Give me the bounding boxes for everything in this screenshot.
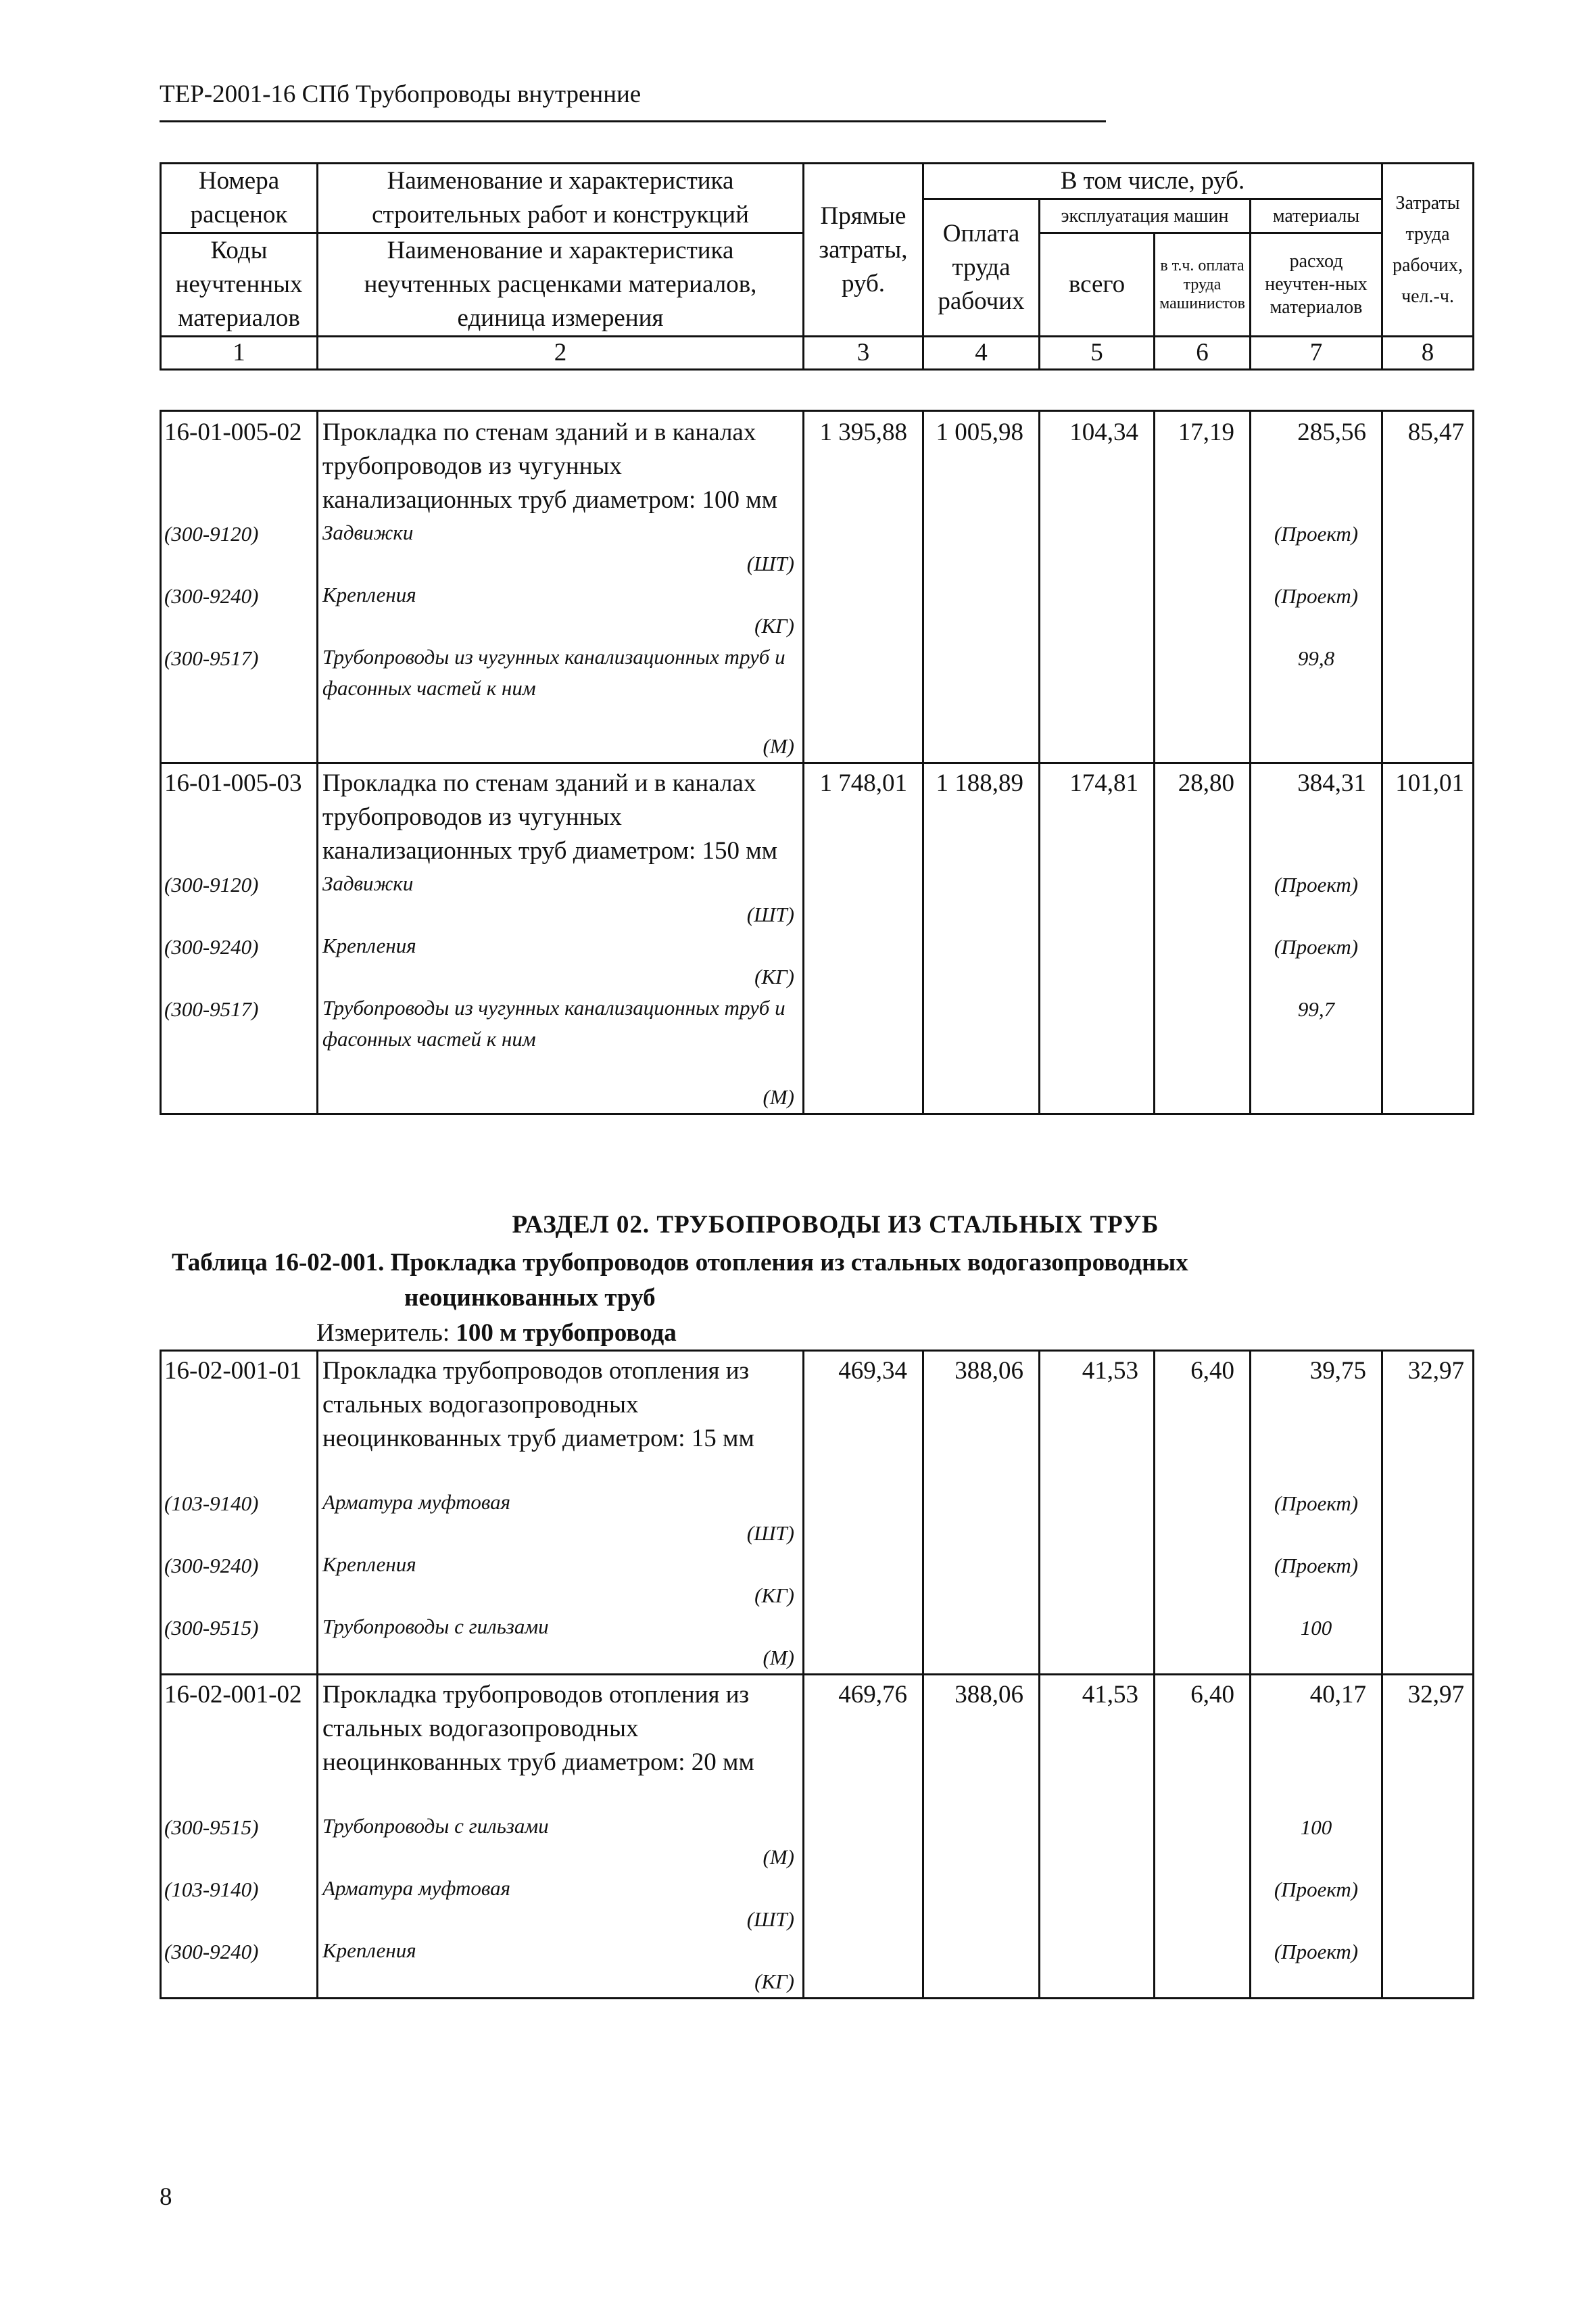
material-cost: 384,31 xyxy=(1251,763,1382,869)
material-name: Арматура муфтовая xyxy=(322,1490,511,1514)
material-amount: 99,7 xyxy=(1251,993,1382,1114)
rate-code: 16-01-005-03 xyxy=(161,763,318,869)
rate-row xyxy=(161,411,1474,518)
col-header-hours: Затраты труда рабочих, чел.-ч. xyxy=(1382,164,1474,337)
rate-code: 16-02-001-01 xyxy=(161,1351,318,1487)
col-header-name-bottom: Наименование и характеристика неучтенных расценками материалов, единица измерения xyxy=(318,233,804,337)
col-number: 7 xyxy=(1251,337,1382,370)
col-header-direct: Прямые затраты, руб. xyxy=(804,164,923,337)
rate-name: Прокладка трубопроводов отопления из стальных водогазопроводных неоцинкованных труб диаметром: 20 мм xyxy=(318,1675,804,1811)
material-name: Крепления xyxy=(322,1552,416,1576)
material-code: (300-9120) xyxy=(161,517,318,579)
material-unit: (М) xyxy=(763,1646,794,1669)
header-rule xyxy=(160,120,1106,122)
material-name: Трубопроводы из чугунных канализационных труб и фасонных частей к ним xyxy=(322,645,785,700)
col-header-mach-total: всего xyxy=(1040,233,1155,337)
material-row xyxy=(161,1935,1474,1999)
rate-name: Прокладка трубопроводов отопления из стальных водогазопроводных неоцинкованных труб диаметром: 15 мм xyxy=(318,1351,804,1487)
material-amount: (Проект) xyxy=(1251,868,1382,930)
col-number: 8 xyxy=(1382,337,1474,370)
material-row xyxy=(161,1611,1474,1675)
material-name: Трубопроводы из чугунных канализационных труб и фасонных частей к ним xyxy=(322,996,785,1051)
col-number: 1 xyxy=(161,337,318,370)
direct-cost: 469,34 xyxy=(804,1351,923,1487)
measure-value: 100 м трубопровода xyxy=(456,1319,677,1347)
material-code: (300-9515) xyxy=(161,1811,318,1873)
material-name: Трубопроводы с гильзами xyxy=(322,1814,549,1838)
material-unit: (КГ) xyxy=(754,1583,794,1607)
material-unit: (ШТ) xyxy=(746,552,794,575)
col-number: 4 xyxy=(923,337,1040,370)
material-name: Крепления xyxy=(322,583,416,606)
col-header-group: В том числе, руб. xyxy=(923,164,1382,199)
material-cost: 39,75 xyxy=(1251,1351,1382,1487)
labor-hours: 32,97 xyxy=(1382,1675,1474,1811)
rate-code: 16-01-005-02 xyxy=(161,411,318,518)
material-code: (300-9515) xyxy=(161,1611,318,1675)
table-title-line-1: Таблица 16-02-001. Прокладка трубопроводов отопления из стальных водогазопроводных xyxy=(172,1249,1188,1276)
col-number: 5 xyxy=(1040,337,1155,370)
material-cost: 285,56 xyxy=(1251,411,1382,518)
material-name: Крепления xyxy=(322,934,416,957)
material-row xyxy=(161,868,1474,930)
material-name: Крепления xyxy=(322,1938,416,1962)
material-code: (103-9140) xyxy=(161,1487,318,1549)
material-name: Задвижки xyxy=(322,872,414,895)
col-header-machines: эксплуатация машин xyxy=(1040,199,1251,233)
material-amount: 100 xyxy=(1251,1611,1382,1675)
col-header-name-top: Наименование и характеристика строительных работ и конструкций xyxy=(318,164,804,233)
labor-hours: 85,47 xyxy=(1382,411,1474,518)
material-amount: (Проект) xyxy=(1251,1549,1382,1611)
material-unit: (ШТ) xyxy=(746,1907,794,1931)
material-unit: (М) xyxy=(763,1085,794,1109)
material-code: (300-9120) xyxy=(161,868,318,930)
labor-cost: 388,06 xyxy=(923,1351,1040,1487)
material-row xyxy=(161,993,1474,1114)
material-unit: (КГ) xyxy=(754,1970,794,1993)
machinist-cost: 17,19 xyxy=(1155,411,1251,518)
material-amount: (Проект) xyxy=(1251,1935,1382,1999)
machinist-cost: 28,80 xyxy=(1155,763,1251,869)
labor-cost: 1 005,98 xyxy=(923,411,1040,518)
material-cost: 40,17 xyxy=(1251,1675,1382,1811)
material-row xyxy=(161,517,1474,579)
material-code: (300-9240) xyxy=(161,579,318,642)
page-header: ТЕР-2001-16 СПб Трубопроводы внутренние xyxy=(160,80,642,108)
machine-cost: 104,34 xyxy=(1040,411,1155,518)
material-unit: (ШТ) xyxy=(746,1521,794,1545)
material-code: (300-9517) xyxy=(161,993,318,1114)
direct-cost: 469,76 xyxy=(804,1675,923,1811)
material-unit: (КГ) xyxy=(754,614,794,638)
material-code: (300-9240) xyxy=(161,930,318,993)
rates-table-section-01 xyxy=(160,410,1474,1115)
col-header-mach-labor: в т.ч. оплата труда машинистов xyxy=(1155,233,1251,337)
table-title xyxy=(172,1245,1524,1316)
rate-row xyxy=(161,1675,1474,1811)
material-row xyxy=(161,1811,1474,1873)
machinist-cost: 6,40 xyxy=(1155,1351,1251,1487)
direct-cost: 1 395,88 xyxy=(804,411,923,518)
col-number: 3 xyxy=(804,337,923,370)
rate-name: Прокладка по стенам зданий и в каналах трубопроводов из чугунных канализационных труб диаметром: 150 мм xyxy=(318,763,804,869)
material-name: Арматура муфтовая xyxy=(322,1876,511,1900)
machine-cost: 41,53 xyxy=(1040,1675,1155,1811)
material-unit: (М) xyxy=(763,1845,794,1869)
measure-unit xyxy=(316,1318,677,1347)
section-title: РАЗДЕЛ 02. ТРУБОПРОВОДЫ ИЗ СТАЛЬНЫХ ТРУБ xyxy=(512,1211,1159,1239)
labor-cost: 388,06 xyxy=(923,1675,1040,1811)
measure-label: Измеритель: xyxy=(316,1319,450,1347)
rate-row xyxy=(161,1351,1474,1487)
material-unit: (М) xyxy=(763,734,794,758)
labor-hours: 32,97 xyxy=(1382,1351,1474,1487)
material-row xyxy=(161,642,1474,763)
material-amount: 100 xyxy=(1251,1811,1382,1873)
material-code: (300-9517) xyxy=(161,642,318,763)
material-amount: (Проект) xyxy=(1251,930,1382,993)
col-header-unaccounted: расход неучтен-ных материалов xyxy=(1251,233,1382,337)
material-row xyxy=(161,1487,1474,1549)
machine-cost: 41,53 xyxy=(1040,1351,1155,1487)
col-header-codes-bottom: Коды неучтенных материалов xyxy=(161,233,318,337)
col-header-labor: Оплата труда рабочих xyxy=(923,199,1040,337)
machinist-cost: 6,40 xyxy=(1155,1675,1251,1811)
material-unit: (КГ) xyxy=(754,965,794,988)
column-header-table xyxy=(160,162,1474,371)
material-code: (300-9240) xyxy=(161,1549,318,1611)
material-name: Задвижки xyxy=(322,521,414,544)
col-number: 6 xyxy=(1155,337,1251,370)
material-name: Трубопроводы с гильзами xyxy=(322,1615,549,1638)
col-number: 2 xyxy=(318,337,804,370)
material-amount: (Проект) xyxy=(1251,1873,1382,1935)
material-code: (103-9140) xyxy=(161,1873,318,1935)
rate-code: 16-02-001-02 xyxy=(161,1675,318,1811)
material-amount: 99,8 xyxy=(1251,642,1382,763)
material-row xyxy=(161,930,1474,993)
direct-cost: 1 748,01 xyxy=(804,763,923,869)
machine-cost: 174,81 xyxy=(1040,763,1155,869)
material-row xyxy=(161,579,1474,642)
labor-hours: 101,01 xyxy=(1382,763,1474,869)
labor-cost: 1 188,89 xyxy=(923,763,1040,869)
material-row xyxy=(161,1873,1474,1935)
rates-table-section-02 xyxy=(160,1350,1474,1999)
material-row xyxy=(161,1549,1474,1611)
col-header-codes-top: Номера расценок xyxy=(161,164,318,233)
material-amount: (Проект) xyxy=(1251,517,1382,579)
material-code: (300-9240) xyxy=(161,1935,318,1999)
rate-row xyxy=(161,763,1474,869)
material-amount: (Проект) xyxy=(1251,1487,1382,1549)
material-amount: (Проект) xyxy=(1251,579,1382,642)
table-title-line-2: неоцинкованных труб xyxy=(404,1284,656,1312)
rate-name: Прокладка по стенам зданий и в каналах трубопроводов из чугунных канализационных труб диаметром: 100 мм xyxy=(318,411,804,518)
page-number: 8 xyxy=(160,2183,172,2211)
col-header-materials: материалы xyxy=(1251,199,1382,233)
material-unit: (ШТ) xyxy=(746,903,794,926)
